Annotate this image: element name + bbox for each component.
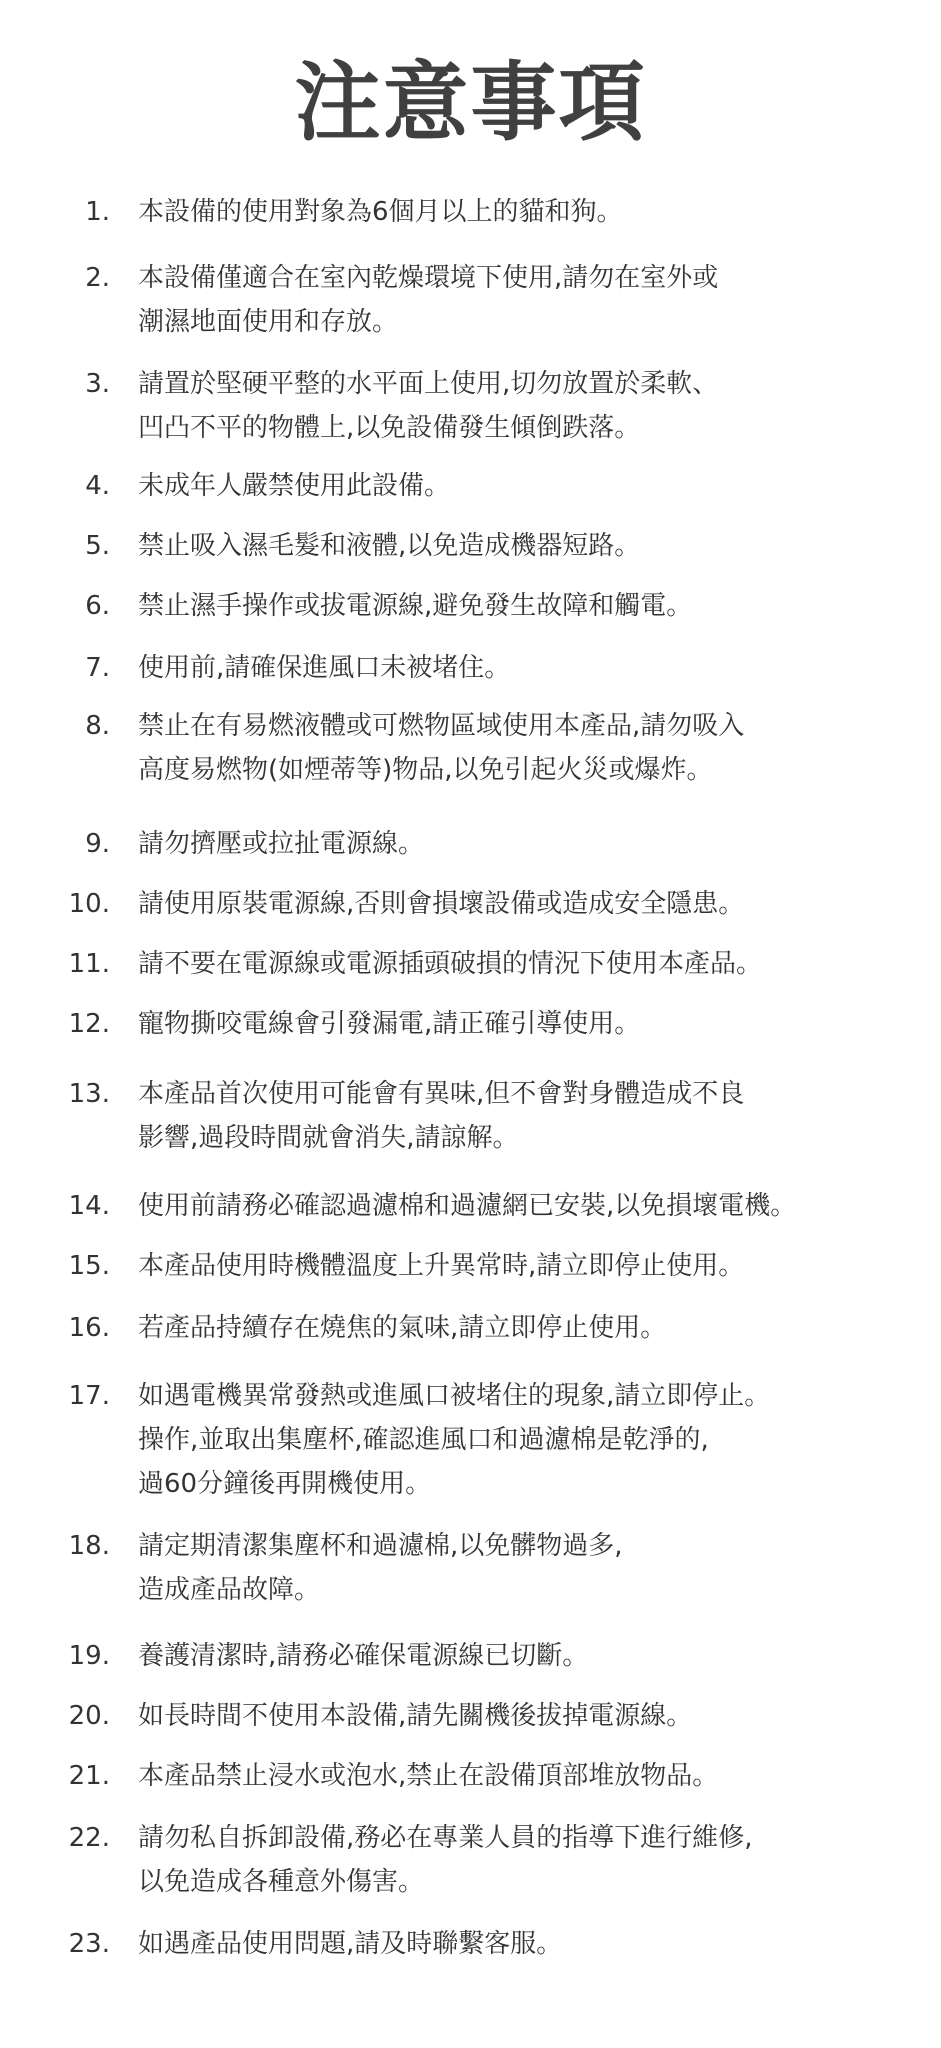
item-text [138,1184,928,1228]
item-text [138,1306,928,1350]
item-text-line: 未成年人嚴禁使用此設備。 [138,471,451,501]
item-text-line: 操作,並取出集塵杯,確認進風口和過濾棉是乾淨的, [138,1425,709,1455]
item-text-line: 如遇產品使用問題,請及時聯繫客服。 [138,1929,563,1959]
item-number: 7. [85,653,110,683]
item-number: 6. [85,591,110,621]
item-text [138,1634,928,1678]
item-text [138,1816,928,1904]
page-title: 注意事項 [294,53,647,153]
item-text [138,1072,928,1160]
item-text [138,362,928,450]
item-text-line: 造成產品故障。 [138,1575,321,1605]
item-text-line: 本產品使用時機體溫度上升異常時,請立即停止使用。 [138,1251,745,1281]
item-number: 16. [68,1313,110,1343]
item-text-line: 禁止在有易燃液體或可燃物區域使用本產品,請勿吸入 [138,711,745,741]
item-number: 8. [85,711,110,741]
item-text-line: 凹凸不平的物體上,以免設備發生傾倒跌落。 [138,413,641,443]
item-text [138,1524,928,1612]
item-text [138,464,928,508]
item-text-line: 請不要在電源線或電源插頭破損的情況下使用本產品。 [138,949,763,979]
item-number: 14. [68,1191,110,1221]
item-text [138,646,928,690]
item-number: 17. [68,1381,110,1411]
item-text [138,1244,928,1288]
item-number: 10. [68,889,110,919]
item-text-line: 本設備僅適合在室內乾燥環境下使用,請勿在室外或 [138,263,719,293]
item-text-line: 養護清潔時,請務必確保電源線已切斷。 [138,1641,589,1671]
item-text-line: 如遇電機異常發熱或進風口被堵住的現象,請立即停止。 [138,1381,771,1411]
item-text [138,190,928,234]
item-number: 1. [85,197,110,227]
item-text-line: 請使用原裝電源線,否則會損壞設備或造成安全隱患。 [138,889,745,919]
item-text-line: 潮濕地面使用和存放。 [138,307,399,337]
item-number: 4. [85,471,110,501]
item-number: 20. [68,1701,110,1731]
item-number: 13. [68,1079,110,1109]
item-text-line: 本產品首次使用可能會有異味,但不會對身體造成不良 [138,1079,745,1109]
item-text-line: 如長時間不使用本設備,請先關機後拔掉電源線。 [138,1701,693,1731]
item-text-line: 請定期清潔集塵杯和過濾棉,以免髒物過多, [138,1531,623,1561]
item-text-line: 影響,過段時間就會消失,請諒解。 [138,1123,519,1153]
item-text [138,1002,928,1046]
item-text [138,584,928,628]
item-text-line: 禁止濕手操作或拔電源線,避免發生故障和觸電。 [138,591,693,621]
item-text-line: 使用前請務必確認過濾棉和過濾網已安裝,以免損壞電機。 [138,1191,797,1221]
item-text [138,1694,928,1738]
item-text-line: 請勿私自拆卸設備,務必在專業人員的指導下進行維修, [138,1823,753,1853]
item-text-line: 使用前,請確保進風口未被堵住。 [138,653,511,683]
item-text-line: 高度易燃物(如煙蒂等)物品,以免引起火災或爆炸。 [138,755,713,785]
item-text [138,1754,928,1798]
item-text [138,1374,928,1506]
item-number: 12. [68,1009,110,1039]
item-number: 11. [68,949,110,979]
item-text-line: 請勿擠壓或拉扯電源線。 [138,829,425,859]
item-text [138,256,928,344]
item-number: 9. [85,829,110,859]
item-text [138,524,928,568]
item-text [138,1922,928,1966]
item-text-line: 本產品禁止浸水或泡水,禁止在設備頂部堆放物品。 [138,1761,719,1791]
item-text [138,704,928,792]
item-number: 18. [68,1531,110,1561]
item-text-line: 以免造成各種意外傷害。 [138,1867,425,1897]
item-text [138,822,928,866]
item-number: 15. [68,1251,110,1281]
item-number: 3. [85,369,110,399]
item-number: 5. [85,531,110,561]
item-text-line: 過60分鐘後再開機使用。 [138,1469,432,1499]
item-text-line: 請置於堅硬平整的水平面上使用,切勿放置於柔軟、 [138,369,719,399]
item-number: 22. [68,1823,110,1853]
item-text-line: 寵物撕咬電線會引發漏電,請正確引導使用。 [138,1009,641,1039]
item-text [138,882,928,926]
item-text-line: 若產品持續存在燒焦的氣味,請立即停止使用。 [138,1313,667,1343]
item-text-line: 禁止吸入濕毛髮和液體,以免造成機器短路。 [138,531,641,561]
item-number: 21. [68,1761,110,1791]
item-text-line: 本設備的使用對象為6個月以上的貓和狗。 [138,197,623,227]
item-number: 2. [85,263,110,293]
item-number: 23. [68,1929,110,1959]
item-number: 19. [68,1641,110,1671]
item-text [138,942,928,986]
